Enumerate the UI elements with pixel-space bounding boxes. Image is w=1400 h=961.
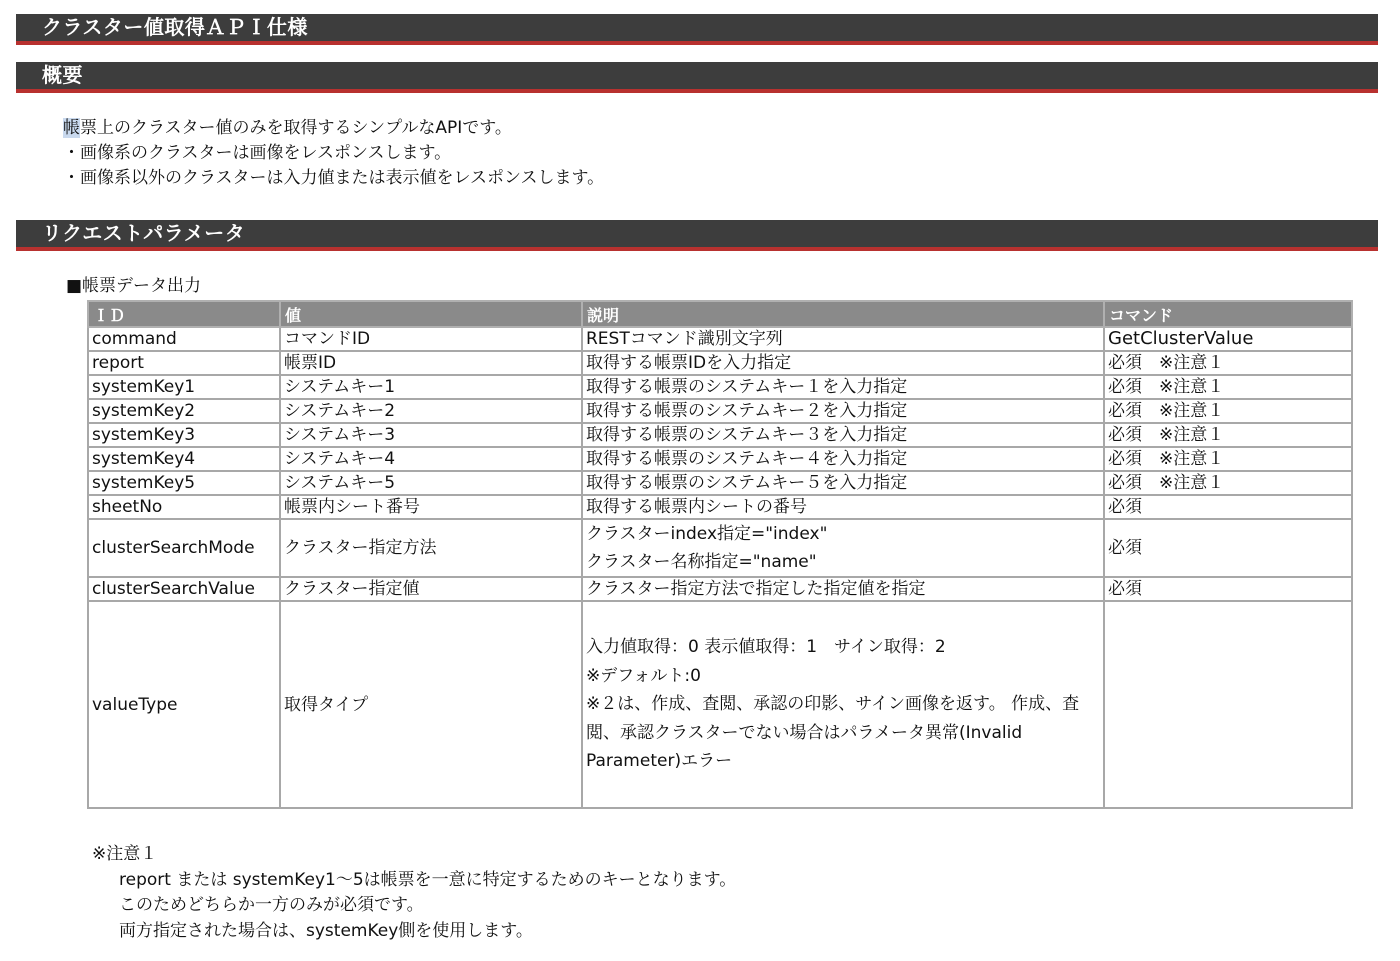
param-cmd: 必須 ※注意１ (1104, 471, 1352, 495)
param-value: システムキー1 (280, 375, 582, 399)
page-title: クラスター値取得ＡＰＩ仕様 (42, 15, 308, 39)
note-line: report または systemKey1～5は帳票を一意に特定するためのキーとなります。 (119, 869, 737, 890)
table-row (88, 471, 1352, 495)
param-value: 取得タイプ (280, 601, 582, 808)
param-cmd: 必須 ※注意１ (1104, 375, 1352, 399)
param-desc: 入力値取得：0 表示値取得：1 サイン取得：2 ※デフォルト:0 ※２は、作成、査閲、承認の印影、サイン画像を返す。 作成、査閲、承認クラスターでない場合はパラメータ異常(Invalid Parameter)エラー (582, 601, 1104, 808)
param-cmd (1104, 601, 1352, 808)
param-id: systemKey5 (88, 471, 280, 495)
parameter-table (87, 300, 1353, 809)
table-row (88, 577, 1352, 601)
param-desc: 取得する帳票内シートの番号 (582, 495, 1104, 519)
overview-line-1: 帳票上のクラスター値のみを取得するシンプルなAPIです。 (63, 118, 512, 138)
param-value: クラスター指定方法 (280, 519, 582, 577)
param-value: クラスター指定値 (280, 577, 582, 601)
table-header-row (88, 301, 1352, 327)
param-desc: 取得する帳票のシステムキー３を入力指定 (582, 423, 1104, 447)
table-row (88, 351, 1352, 375)
param-value: システムキー3 (280, 423, 582, 447)
param-id: report (88, 351, 280, 375)
param-desc: RESTコマンド識別文字列 (582, 327, 1104, 351)
param-cmd: 必須 (1104, 495, 1352, 519)
table-row (88, 495, 1352, 519)
param-desc: 取得する帳票IDを入力指定 (582, 351, 1104, 375)
param-id: systemKey1 (88, 375, 280, 399)
param-value: コマンドID (280, 327, 582, 351)
overview-bullet: ・画像系以外のクラスターは入力値または表示値をレスポンスします。 (63, 168, 605, 188)
param-id: clusterSearchMode (88, 519, 280, 577)
column-header: コマンド (1104, 301, 1352, 327)
param-desc: 取得する帳票のシステムキー２を入力指定 (582, 399, 1104, 423)
overview-heading: 概要 (42, 63, 83, 87)
param-value: 帳票ID (280, 351, 582, 375)
param-cmd: 必須 (1104, 577, 1352, 601)
overview-bullet: ・画像系のクラスターは画像をレスポンスします。 (63, 143, 452, 163)
param-value: システムキー4 (280, 447, 582, 471)
table-row (88, 601, 1352, 808)
table-row (88, 519, 1352, 577)
note-line: 両方指定された場合は、systemKey側を使用します。 (119, 920, 533, 941)
param-value: システムキー5 (280, 471, 582, 495)
param-id: command (88, 327, 280, 351)
column-header: 値 (280, 301, 582, 327)
param-id: valueType (88, 601, 280, 808)
request-heading: リクエストパラメータ (42, 221, 246, 245)
param-cmd: 必須 ※注意１ (1104, 399, 1352, 423)
param-cmd: 必須 (1104, 519, 1352, 577)
param-value: システムキー2 (280, 399, 582, 423)
param-desc: クラスターindex指定="index" クラスター名称指定="name" (582, 519, 1104, 577)
param-id: systemKey3 (88, 423, 280, 447)
param-id: clusterSearchValue (88, 577, 280, 601)
param-desc: 取得する帳票のシステムキー１を入力指定 (582, 375, 1104, 399)
table-subheading: ■帳票データ出力 (66, 276, 202, 296)
notes-heading: ※注意１ (92, 844, 158, 864)
note-line: このためどちらか一方のみが必須です。 (119, 895, 424, 915)
overview-text (63, 116, 604, 191)
table-row (88, 423, 1352, 447)
table-row (88, 375, 1352, 399)
param-cmd: GetClusterValue (1104, 327, 1352, 351)
param-cmd: 必須 ※注意１ (1104, 423, 1352, 447)
param-cmd: 必須 ※注意１ (1104, 351, 1352, 375)
param-desc: クラスター指定方法で指定した指定値を指定 (582, 577, 1104, 601)
table-row (88, 399, 1352, 423)
param-desc: 取得する帳票のシステムキー５を入力指定 (582, 471, 1104, 495)
column-header: 説明 (582, 301, 1104, 327)
text-selection[interactable]: 帳 (63, 118, 80, 138)
table-row (88, 447, 1352, 471)
param-id: sheetNo (88, 495, 280, 519)
table-row (88, 327, 1352, 351)
column-header: ＩＤ (88, 301, 280, 327)
param-cmd: 必須 ※注意１ (1104, 447, 1352, 471)
param-value: 帳票内シート番号 (280, 495, 582, 519)
overview-bar (16, 62, 1378, 93)
param-id: systemKey4 (88, 447, 280, 471)
request-bar (16, 220, 1378, 251)
title-bar (16, 14, 1378, 45)
param-desc: 取得する帳票のシステムキー４を入力指定 (582, 447, 1104, 471)
notes (92, 842, 736, 944)
param-id: systemKey2 (88, 399, 280, 423)
